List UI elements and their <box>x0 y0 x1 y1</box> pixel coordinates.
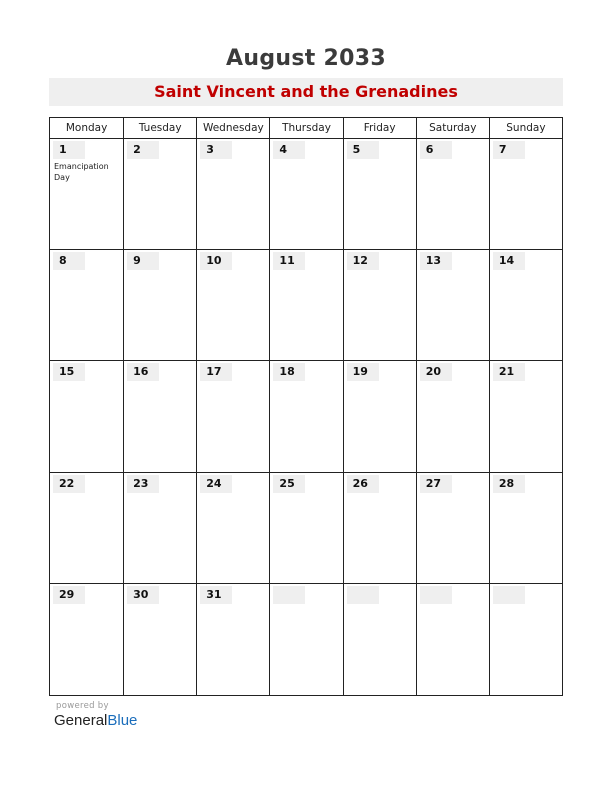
day-cell <box>123 361 196 471</box>
day-number: 4 <box>273 141 305 159</box>
day-number: 25 <box>273 475 305 493</box>
generalblue-logo <box>54 712 137 729</box>
day-cell <box>196 584 269 695</box>
weekday-header-row <box>50 118 562 139</box>
weekday-header-tuesday: Tuesday <box>123 118 196 138</box>
day-number: 11 <box>273 252 305 270</box>
day-number: 3 <box>200 141 232 159</box>
day-cell <box>416 139 489 249</box>
day-cell <box>343 250 416 360</box>
brand-blue-text: Blue <box>107 712 138 729</box>
day-cell <box>343 139 416 249</box>
day-number: 15 <box>53 363 85 381</box>
day-cell <box>416 473 489 583</box>
day-number: 29 <box>53 586 85 604</box>
day-cell <box>123 473 196 583</box>
day-cell <box>269 584 342 695</box>
day-number: 16 <box>127 363 159 381</box>
day-cell <box>196 361 269 471</box>
day-number: 27 <box>420 475 452 493</box>
day-number: 24 <box>200 475 232 493</box>
day-cell <box>489 361 562 471</box>
day-number: 31 <box>200 586 232 604</box>
day-cell <box>343 473 416 583</box>
day-number: 13 <box>420 252 452 270</box>
calendar-grid <box>49 117 563 696</box>
day-number <box>347 586 379 604</box>
day-number: 28 <box>493 475 525 493</box>
weekday-header-friday: Friday <box>343 118 416 138</box>
day-cell <box>489 584 562 695</box>
week-row <box>50 250 562 361</box>
day-cell <box>50 473 123 583</box>
day-cell <box>50 361 123 471</box>
day-cell <box>416 361 489 471</box>
day-number: 5 <box>347 141 379 159</box>
day-number: 17 <box>200 363 232 381</box>
day-cell <box>269 361 342 471</box>
weekday-header-sunday: Sunday <box>489 118 562 138</box>
day-number: 8 <box>53 252 85 270</box>
day-cell <box>416 584 489 695</box>
day-number: 10 <box>200 252 232 270</box>
day-cell <box>343 361 416 471</box>
weekday-header-thursday: Thursday <box>269 118 342 138</box>
week-row <box>50 139 562 250</box>
week-row <box>50 584 562 695</box>
day-number: 21 <box>493 363 525 381</box>
day-cell <box>196 250 269 360</box>
day-number: 6 <box>420 141 452 159</box>
day-number: 12 <box>347 252 379 270</box>
day-cell <box>50 139 123 249</box>
day-cell <box>123 584 196 695</box>
day-cell <box>269 473 342 583</box>
weekday-header-saturday: Saturday <box>416 118 489 138</box>
day-number: 14 <box>493 252 525 270</box>
powered-by-label: powered by <box>56 701 109 711</box>
day-number <box>273 586 305 604</box>
weekday-header-wednesday: Wednesday <box>196 118 269 138</box>
country-banner: Saint Vincent and the Grenadines <box>49 78 563 106</box>
day-number: 22 <box>53 475 85 493</box>
day-number: 26 <box>347 475 379 493</box>
day-cell <box>50 250 123 360</box>
week-rows <box>50 139 562 695</box>
day-cell <box>123 139 196 249</box>
page-title: August 2033 <box>226 46 386 71</box>
day-number: 9 <box>127 252 159 270</box>
day-cell <box>196 473 269 583</box>
day-number <box>493 586 525 604</box>
day-number: 2 <box>127 141 159 159</box>
day-number: 7 <box>493 141 525 159</box>
brand-general-text: General <box>54 712 108 729</box>
day-cell <box>343 584 416 695</box>
day-cell <box>416 250 489 360</box>
day-cell <box>489 139 562 249</box>
day-number: 23 <box>127 475 159 493</box>
day-cell <box>489 473 562 583</box>
day-number: 19 <box>347 363 379 381</box>
day-cell <box>269 250 342 360</box>
day-number: 30 <box>127 586 159 604</box>
day-cell <box>123 250 196 360</box>
day-cell <box>269 139 342 249</box>
week-row <box>50 473 562 584</box>
holiday-label: Emancipation Day <box>54 162 109 182</box>
day-number: 20 <box>420 363 452 381</box>
day-cell <box>50 584 123 695</box>
day-number: 18 <box>273 363 305 381</box>
day-cell <box>196 139 269 249</box>
week-row <box>50 361 562 472</box>
day-number <box>420 586 452 604</box>
weekday-header-monday: Monday <box>65 122 108 134</box>
day-cell <box>489 250 562 360</box>
day-number: 1 <box>53 141 85 159</box>
